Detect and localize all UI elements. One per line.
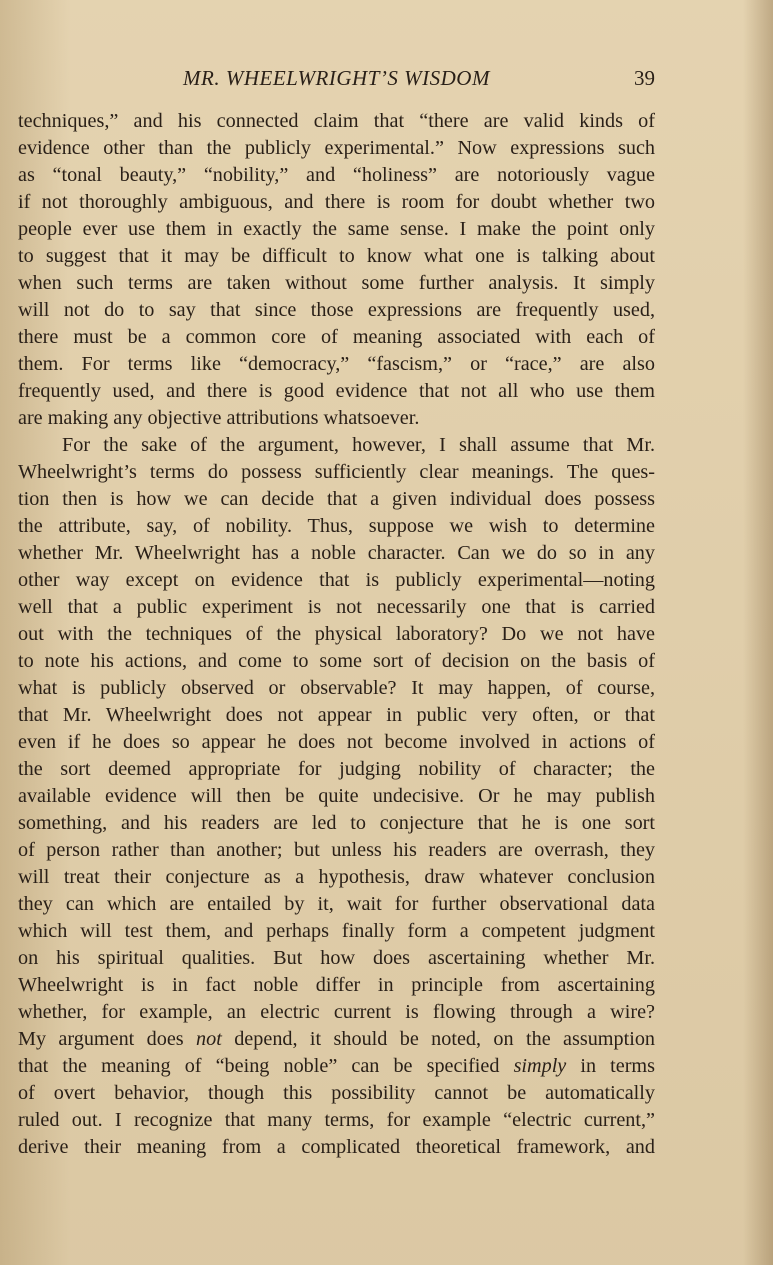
text-line: to note his actions, and come to some sort of decision on the basis of xyxy=(18,650,655,672)
paragraph-first-line: For the sake of the argument, however, I shall assume that Mr. xyxy=(62,434,655,456)
text-line: them. For terms like “democracy,” “fascism,” or “race,” are also xyxy=(18,353,655,375)
text-line-with-emphasis xyxy=(18,1026,655,1053)
text-line: of overt behavior, though this possibility cannot be automatically xyxy=(18,1082,655,1104)
emphasis: not xyxy=(196,1028,222,1050)
text-line: whether Mr. Wheelwright has a noble character. Can we do so in any xyxy=(18,542,655,564)
text-line: of person rather than another; but unless his readers are overrash, they xyxy=(18,839,655,861)
text-line: as “tonal beauty,” “nobility,” and “holiness” are notoriously vague xyxy=(18,164,655,186)
line-text: My argument does xyxy=(18,1028,184,1050)
text-line: available evidence will then be quite undecisive. Or he may publish xyxy=(18,785,655,807)
text-line: the sort deemed appropriate for judging nobility of character; the xyxy=(18,758,655,780)
text-line: that Mr. Wheelwright does not appear in public very often, or that xyxy=(18,704,655,726)
text-line: well that a public experiment is not necessarily one that is carried xyxy=(18,596,655,618)
text-line: other way except on evidence that is publicly experimental—noting xyxy=(18,569,655,591)
text-line: even if he does so appear he does not become involved in actions of xyxy=(18,731,655,753)
text-line: techniques,” and his connected claim that “there are valid kinds of xyxy=(18,110,655,132)
text-line: the attribute, say, of nobility. Thus, suppose we wish to determine xyxy=(18,515,655,537)
text-line: something, and his readers are led to conjecture that he is one sort xyxy=(18,812,655,834)
text-line: to suggest that it may be difficult to know what one is talking about xyxy=(18,245,655,267)
text-line: which will test them, and perhaps finally form a competent judgment xyxy=(18,920,655,942)
emphasis: simply xyxy=(513,1055,567,1077)
text-line: derive their meaning from a complicated theoretical framework, and xyxy=(18,1136,655,1158)
paragraph-last-line: are making any objective attributions whatsoever. xyxy=(18,407,420,429)
text-line: people ever use them in exactly the same sense. I make the point only xyxy=(18,218,655,240)
running-title: MR. WHEELWRIGHT’S WISDOM xyxy=(183,66,490,90)
text-line: will not do to say that since those expressions are frequently used, xyxy=(18,299,655,321)
text-line: evidence other than the publicly experimental.” Now expressions such xyxy=(18,137,655,159)
text-line: there must be a common core of meaning associated with each of xyxy=(18,326,655,348)
text-line: frequently used, and there is good evidence that not all who use them xyxy=(18,380,655,402)
page-number: 39 xyxy=(634,66,655,90)
text-line: when such terms are taken without some further analysis. It simply xyxy=(18,272,655,294)
text-line-with-emphasis xyxy=(18,1053,655,1080)
line-text-after: in terms xyxy=(566,1055,655,1077)
text-line: on his spiritual qualities. But how does ascertaining whether Mr. xyxy=(18,947,655,969)
text-line: Wheelwright is in fact noble differ in principle from ascertaining xyxy=(18,974,655,996)
text-line: ruled out. I recognize that many terms, for example “electric current,” xyxy=(18,1109,655,1131)
text-line: if not thoroughly ambiguous, and there is room for doubt whether two xyxy=(18,191,655,213)
text-line: tion then is how we can decide that a given individual does possess xyxy=(18,488,655,510)
text-line: whether, for example, an electric current is flowing through a wire? xyxy=(18,1001,655,1023)
text-line: what is publicly observed or observable? It may happen, of course, xyxy=(18,677,655,699)
running-head xyxy=(18,66,655,100)
line-text: that the meaning of “being noble” can be specified xyxy=(18,1055,500,1077)
body-text xyxy=(18,108,655,1161)
text-line: Wheelwright’s terms do possess sufficiently clear meanings. The ques- xyxy=(18,461,655,483)
text-line: out with the techniques of the physical laboratory? Do we not have xyxy=(18,623,655,645)
line-text-after: depend, it should be noted, on the assumption xyxy=(221,1028,655,1050)
text-line: will treat their conjecture as a hypothesis, draw whatever conclusion xyxy=(18,866,655,888)
text-line: they can which are entailed by it, wait for further observational data xyxy=(18,893,655,915)
